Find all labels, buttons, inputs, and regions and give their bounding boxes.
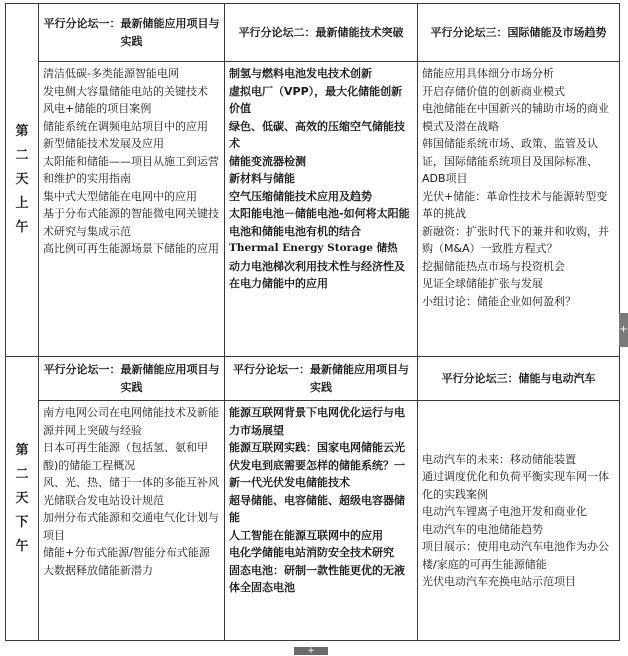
plus-icon: +	[307, 646, 315, 656]
day-char: 上	[15, 196, 29, 211]
morning-forum-2-items	[225, 62, 418, 357]
list-item: 光伏+储能：革命性技术与能源转型变革的挑战	[422, 189, 608, 221]
side-expand-button[interactable]	[619, 313, 628, 347]
day-label-afternoon	[6, 357, 39, 641]
list-item: 储能变流器检测	[229, 154, 306, 168]
list-item: 固态电池：研制一款性能更优的无液体全固态电池	[229, 563, 405, 594]
list-item: 风电+储能的项目案例	[43, 102, 152, 116]
bottom-expand-button[interactable]	[294, 647, 328, 655]
forum-title: 平行分论坛三：国际储能及市场趋势	[430, 25, 607, 39]
list-item: 能源互联网实践：国家电网储能云光伏发电到底需要怎样的储能系统？一新一代光伏发电储能技术	[229, 441, 405, 489]
list-item: 电动汽车的电池储能趋势	[422, 522, 543, 536]
forum-title: 平行分论坛一：最新储能应用项目与实践	[43, 362, 220, 394]
day-char: 二	[15, 148, 29, 163]
day-char: 天	[15, 490, 29, 506]
list-item: Thermal Energy Storage 储热	[229, 242, 398, 255]
list-item: 人工智能在能源互联网中的应用	[229, 528, 383, 542]
list-item: 动力电池梯次利用技术性与经济性及在电力储能中的应用	[229, 259, 405, 291]
list-item: 空气压缩储能技术应用及趋势	[229, 189, 372, 203]
list-item: 电动汽车的未来：移动储能装置	[422, 452, 576, 466]
list-item: 超导储能、电容储能、超级电容器储能	[229, 493, 405, 524]
afternoon-forum-3-title	[418, 357, 620, 401]
afternoon-forum-2-items	[225, 401, 418, 641]
list-item: 储能系统在调频电站项目中的应用	[43, 119, 208, 133]
morning-forum-2-title	[225, 4, 418, 62]
list-item: 见证全球储能扩张与发展	[422, 277, 543, 291]
list-item: 绿色、低碳、高效的压缩空气储能技术	[229, 119, 405, 151]
day-char: 第	[15, 442, 29, 458]
forum-title: 平行分论坛三：储能与电动汽车	[441, 371, 596, 385]
list-item: 集中式大型储能在电网中的应用	[43, 189, 197, 203]
list-item: 基于分布式能源的智能微电网关键技术研究与集成示范	[43, 207, 219, 238]
list-item: 电池储能在中国新兴的辅助市场的商业模式及潜在战略	[422, 102, 609, 133]
afternoon-forum-2-title	[225, 357, 418, 401]
morning-forum-3-title	[418, 4, 620, 62]
list-item: 高比例可再生能源场景下储能的应用	[43, 242, 219, 256]
list-item: 风、光、热、储于一体的多能互补风光储联合发电站设计规范	[43, 476, 219, 507]
list-item: 新型储能技术发展及应用	[43, 137, 164, 151]
afternoon-header-row	[6, 357, 620, 401]
list-item: 南方电网公司在电网储能技术及新能源并网上突破与经验	[43, 406, 219, 437]
afternoon-forum-1-items	[39, 401, 225, 641]
afternoon-content-row	[6, 401, 620, 641]
list-item: 储能+分布式能源/智能分布式能源	[43, 546, 210, 559]
plus-icon: +	[619, 324, 628, 335]
morning-content-row	[6, 62, 620, 357]
forum-title: 平行分论坛一：最新储能应用项目与实践	[233, 362, 409, 394]
day-char: 天	[15, 172, 29, 187]
list-item: 挖掘储能热点市场与投资机会	[422, 259, 565, 273]
list-item: 清洁低碳-多类能源智能电网	[43, 67, 179, 81]
list-item: 开启存储价值的创新商业模式	[422, 84, 565, 98]
list-item: 新融资：扩张时代下的兼并和收购，并购（M&A）一致胜方程式？	[422, 224, 609, 256]
list-item: 加州分布式能源和交通电气化计划与项目	[43, 511, 219, 542]
list-item: 电化学储能电站消防安全技术研究	[229, 546, 394, 559]
forum-title: 平行分论坛一：最新储能应用项目与实践	[43, 16, 220, 48]
day-label-morning	[6, 4, 39, 357]
list-item: 制氢与燃料电池发电技术创新	[229, 67, 372, 81]
list-item: 太阳能和储能——项目从施工到运营和维护的实用指南	[43, 154, 219, 186]
list-item: 储能应用具体细分市场分析	[422, 67, 554, 81]
list-item: 光伏电动汽车充换电站示范项目	[422, 575, 576, 588]
list-item: 韩国储能系统市场、政策、监管及认证，国际储能系统项目及国际标准、ADB项目	[422, 137, 598, 186]
day-char: 下	[15, 514, 29, 530]
day-char: 二	[15, 466, 29, 482]
schedule-table	[5, 3, 620, 641]
day-char: 第	[15, 124, 29, 139]
morning-forum-3-items	[418, 62, 620, 357]
morning-forum-1-items	[39, 62, 225, 357]
afternoon-forum-1-title	[39, 357, 225, 401]
list-item: 电动汽车锂离子电池开发和商业化	[422, 505, 587, 518]
morning-header-row	[6, 4, 620, 62]
list-item: 通过调度优化和负荷平衡实现车网一体化的实践案例	[422, 470, 609, 501]
list-item: 发电侧大容量储能电站的关键技术	[43, 84, 208, 98]
list-item: 能源互联网背景下电网优化运行与电力市场展望	[229, 406, 405, 437]
list-item: 日本可再生能源（包括氢、氨和甲酸)的储能工程概况	[43, 441, 208, 472]
list-item: 太阳能电池－储能电池-如何将太阳能电池和储能电池有机的结合	[229, 207, 410, 238]
day-char: 午	[15, 538, 29, 554]
afternoon-forum-3-items	[418, 401, 620, 641]
day-char: 午	[15, 220, 29, 235]
list-item: 小组讨论：储能企业如何盈利？	[422, 294, 576, 308]
list-item: 新材料与储能	[229, 172, 295, 186]
forum-title: 平行分论坛二：最新储能技术突破	[238, 25, 404, 39]
list-item: 虚拟电厂（VPP），最大化储能创新价值	[229, 84, 403, 116]
list-item: 项目展示：使用电动汽车电池作为办公楼/家庭的可再生能源储能	[422, 540, 609, 571]
list-item: 大数据释放储能新潜力	[43, 563, 153, 577]
morning-forum-1-title	[39, 4, 225, 62]
